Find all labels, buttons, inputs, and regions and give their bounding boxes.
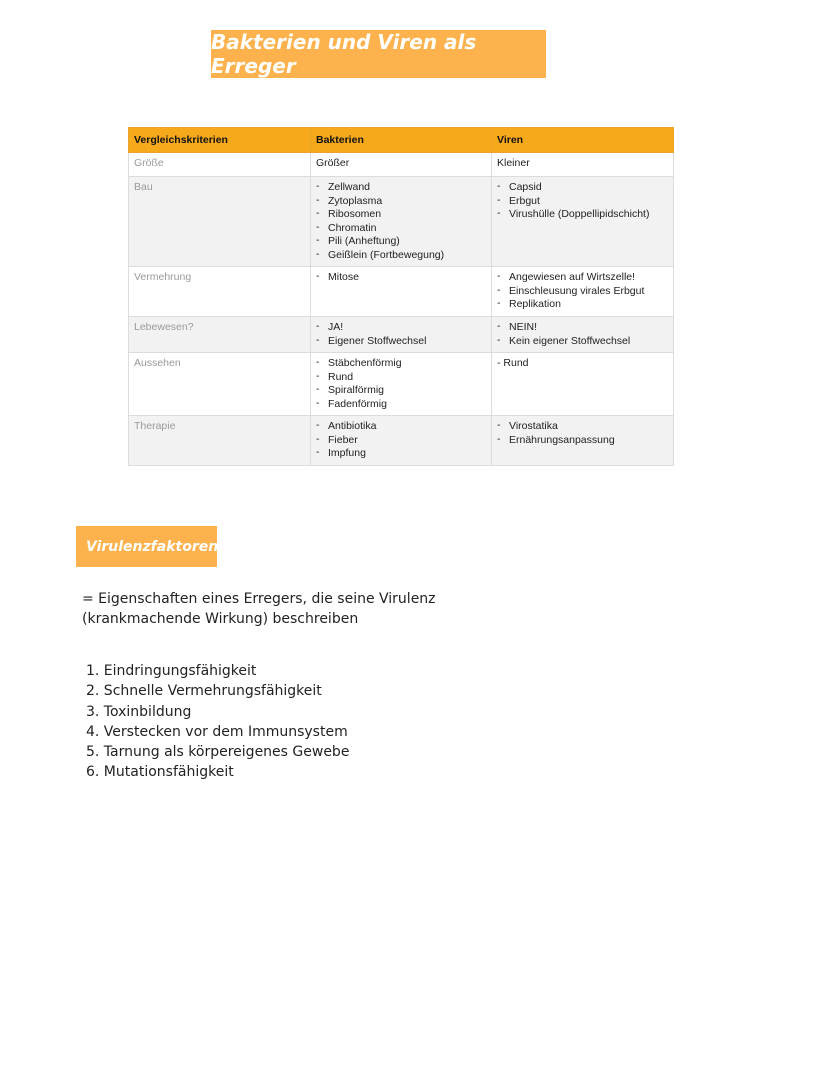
bacteria-cell — [311, 353, 492, 416]
bacteria-cell — [311, 267, 492, 317]
list-item: - Kein eigener Stoffwechsel — [497, 335, 668, 349]
virus-cell — [492, 177, 674, 267]
list-item: 3. Toxinbildung — [86, 703, 192, 720]
virulence-factor-list — [86, 661, 349, 783]
list-item: 5. Tarnung als körpereigenes Gewebe — [86, 744, 350, 761]
list-item: - Ribosomen — [316, 208, 486, 222]
list-item: - Ernährungsanpassung — [497, 434, 668, 448]
virus-cell — [492, 267, 674, 317]
virus-cell: Kleiner — [492, 153, 674, 177]
list-item: - Rund — [316, 371, 486, 385]
table-row — [129, 353, 674, 416]
list-item: - Capsid — [497, 181, 668, 195]
virulence-heading-banner — [76, 526, 217, 567]
list-item: - Zellwand — [316, 181, 486, 195]
list-item: - Antibiotika — [316, 420, 486, 434]
list-item: - Pili (Anheftung) — [316, 235, 486, 249]
list-item: - Spiralförmig — [316, 384, 486, 398]
virus-cell — [492, 416, 674, 466]
table-header-row — [129, 128, 674, 153]
list-item: - Einschleusung virales Erbgut — [497, 285, 668, 299]
list-item: 6. Mutationsfähigkeit — [86, 764, 234, 781]
row-criterion: Vermehrung — [129, 267, 311, 317]
header-bacteria: Bakterien — [311, 128, 492, 153]
header-viruses: Viren — [492, 128, 674, 153]
list-item: - Stäbchenförmig — [316, 357, 486, 371]
list-item: - Angewiesen auf Wirtszelle! — [497, 271, 668, 285]
row-criterion: Bau — [129, 177, 311, 267]
bacteria-cell — [311, 177, 492, 267]
comparison-table — [128, 127, 674, 466]
row-criterion: Therapie — [129, 416, 311, 466]
list-item: - Mitose — [316, 271, 486, 285]
list-item: - Virostatika — [497, 420, 668, 434]
list-item: - Eigener Stoffwechsel — [316, 335, 486, 349]
list-item: 2. Schnelle Vermehrungsfähigkeit — [86, 683, 322, 700]
bacteria-cell — [311, 416, 492, 466]
list-item: - NEIN! — [497, 321, 668, 335]
bacteria-cell — [311, 317, 492, 353]
virus-cell: - Rund — [492, 353, 674, 416]
list-item: - Geißlein (Fortbewegung) — [316, 249, 486, 263]
title-banner — [211, 30, 546, 78]
list-item: - Erbgut — [497, 195, 668, 209]
table-row — [129, 416, 674, 466]
list-item: - Virushülle (Doppellipidschicht) — [497, 208, 668, 222]
virulence-heading: Virulenzfaktoren — [86, 538, 219, 555]
list-item: - Zytoplasma — [316, 195, 486, 209]
list-item: - JA! — [316, 321, 486, 335]
header-criteria: Vergleichskriterien — [129, 128, 311, 153]
row-criterion: Aussehen — [129, 353, 311, 416]
virulence-definition: = Eigenschaften eines Erregers, die seine Virulenz (krankmachende Wirkung) beschreiben — [82, 591, 436, 627]
table-row — [129, 177, 674, 267]
table-row — [129, 153, 674, 177]
table-row — [129, 317, 674, 353]
list-item: - Chromatin — [316, 222, 486, 236]
list-item: 1. Eindringungsfähigkeit — [86, 663, 257, 679]
page-title: Bakterien und Viren als Erreger — [211, 30, 477, 78]
list-item: - Replikation — [497, 298, 668, 312]
virus-cell — [492, 317, 674, 353]
list-item: - Impfung — [316, 447, 486, 461]
list-item: - Fieber — [316, 434, 486, 448]
list-item: - Fadenförmig — [316, 398, 486, 412]
row-criterion: Größe — [129, 153, 311, 177]
table-row — [129, 267, 674, 317]
list-item: 4. Verstecken vor dem Immunsystem — [86, 723, 348, 740]
row-criterion: Lebewesen? — [129, 317, 311, 353]
bacteria-cell: Größer — [311, 153, 492, 177]
